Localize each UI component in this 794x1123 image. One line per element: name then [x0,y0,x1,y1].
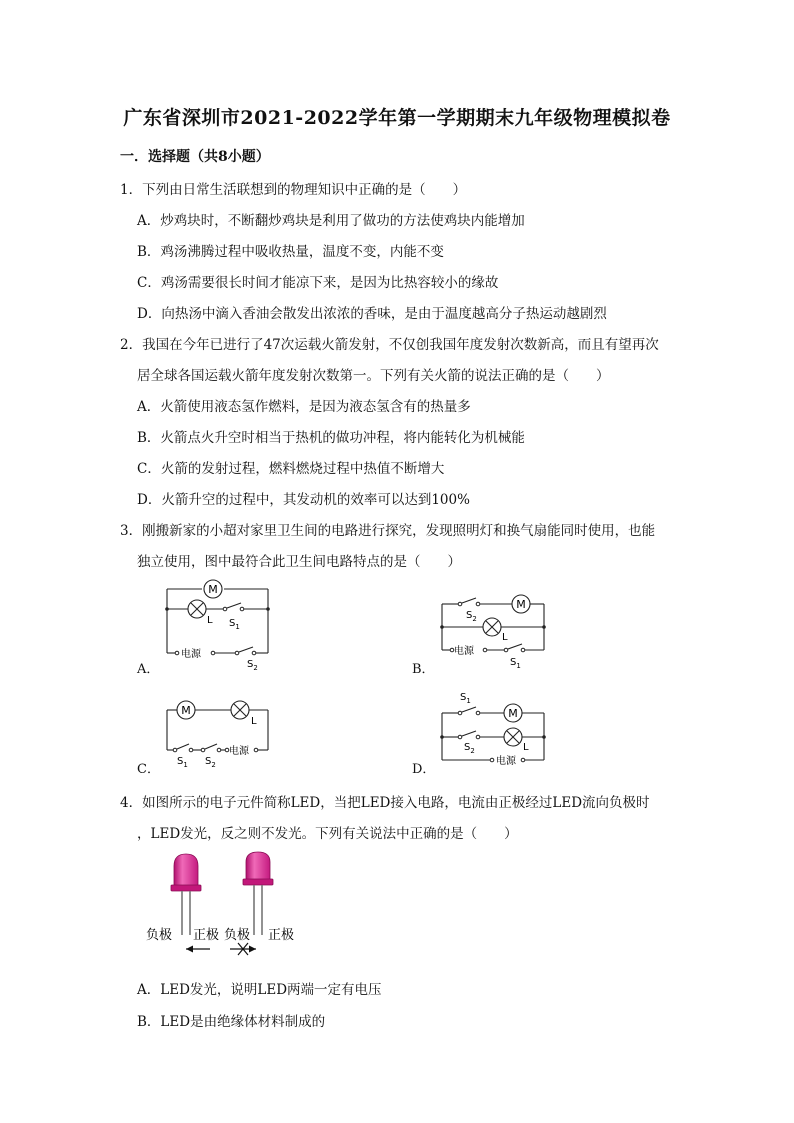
circuit-diagram-c [155,698,280,773]
circuit-diagram-a [155,575,280,675]
question-2-option-d: D．火箭升空的过程中，其发动机的效率可以达到100% [137,492,470,508]
svg-text:S2 [464,742,475,755]
led-right-neg-label: 负极 [224,928,251,943]
circuit-c-lamp-label: L [251,716,257,727]
circuit-d-lamp-label: L [523,742,529,753]
left-arrow-icon [186,946,210,953]
circuit-c-s2-sub: 2 [211,761,216,769]
question-1-option-c: C．鸡汤需要很长时间才能凉下来，是因为比热容较小的缘故 [137,275,499,291]
circuit-diagram-b [430,588,560,673]
blocked-arrow-icon [230,943,256,955]
circuit-b-s2-label: S [466,610,473,621]
question-2-stem-line2: 居全球各国运载火箭年度发射次数第一。下列有关火箭的说法正确的是（ ） [137,368,610,384]
circuit-a-power-label: 电源 [181,649,201,660]
svg-text:S2 [466,610,477,623]
question-4-stem-line1: 4．如图所示的电子元件简称LED，当把LED接入电路，电流由正极经过LED流向负极时 [120,795,650,811]
svg-text:S2 [205,756,216,769]
question-3-stem-line1: 3．刚搬新家的小超对家里卫生间的电路进行探究，发现照明灯和换气扇能同时使用，也能 [120,523,656,539]
circuit-b-motor-label: M [516,598,526,611]
question-2-stem-line1: 2．我国在今年已进行了47次运载火箭发射，不仅创我国年度发射次数新高，而且有望再次 [120,337,659,353]
svg-text:S1 [177,756,188,769]
question-1-stem: 1．下列由日常生活联想到的物理知识中正确的是（ ） [120,182,467,198]
svg-text:S1 [510,657,521,670]
circuit-a-s1-label: S [229,618,236,629]
led-left-neg-label: 负极 [146,928,173,943]
question-3-option-c-label: C． [137,762,160,777]
circuit-d-motor-label: M [508,707,518,720]
circuit-c-s2-label: S [205,756,212,767]
question-1-option-b: B．鸡汤沸腾过程中吸收热量，温度不变，内能不变 [137,244,444,260]
circuit-diagram-d [430,688,560,773]
circuit-c-s1-label: S [177,756,184,767]
circuit-d-power-label: 电源 [496,756,516,767]
circuit-c-s1-sub: 1 [183,761,188,769]
circuit-b-power-label: 电源 [454,646,474,657]
question-2-option-c: C．火箭的发射过程，燃料燃烧过程中热值不断增大 [137,461,445,477]
led-left-pos-label: 正极 [193,928,220,943]
circuit-d-s2-sub: 2 [470,747,475,755]
led-left [171,854,201,935]
led-right [243,852,273,935]
page-title: 广东省深圳市2021-2022学年第一学期期末九年级物理模拟卷 [123,107,671,129]
circuit-a-motor-label: M [208,583,218,596]
question-2-option-b: B．火箭点火升空时相当于热机的做功冲程，将内能转化为机械能 [137,430,525,446]
question-2-option-a: A．火箭使用液态氢作燃料，是因为液态氢含有的热量多 [137,399,471,415]
question-4-option-b: B．LED是由绝缘体材料制成的 [137,1014,326,1030]
section-heading: 一．选择题（共8小题） [120,149,270,165]
svg-text:S1 [460,692,471,705]
circuit-a-lamp-label: L [207,615,213,626]
led-figure [140,850,310,962]
question-1-option-a: A．炒鸡块时，不断翻炒鸡块是利用了做功的方法使鸡块内能增加 [137,213,525,229]
question-1-option-d: D．向热汤中滴入香油会散发出浓浓的香味，是由于温度越高分子热运动越剧烈 [137,306,607,322]
circuit-a-s2-label: S [247,659,254,670]
question-4-stem-line2: ，LED发光，反之则不发光。下列有关说法中正确的是（ ） [137,826,518,842]
circuit-d-s1-sub: 1 [466,697,471,705]
svg-text:S2 [247,659,258,672]
svg-text:S1 [229,618,240,631]
circuit-d-s1-label: S [460,692,467,703]
question-3-stem-line2: 独立使用，图中最符合此卫生间电路特点的是（ ） [137,554,461,570]
circuit-a-s2-sub: 2 [253,664,258,672]
question-4-option-a: A．LED发光，说明LED两端一定有电压 [137,982,382,998]
circuit-c-motor-label: M [181,704,191,717]
question-3-option-a-label: A． [137,662,160,677]
question-3-option-b-label: B． [412,662,435,677]
circuit-b-s2-sub: 2 [472,615,477,623]
circuit-c-power-label: 电源 [229,746,249,757]
led-right-pos-label: 正极 [268,928,295,943]
circuit-b-s1-label: S [510,657,517,668]
circuit-d-s2-label: S [464,742,471,753]
circuit-b-s1-sub: 1 [516,662,521,670]
circuit-a-s1-sub: 1 [235,623,240,631]
question-3-option-d-label: D． [412,762,436,777]
circuit-b-lamp-label: L [502,632,508,643]
